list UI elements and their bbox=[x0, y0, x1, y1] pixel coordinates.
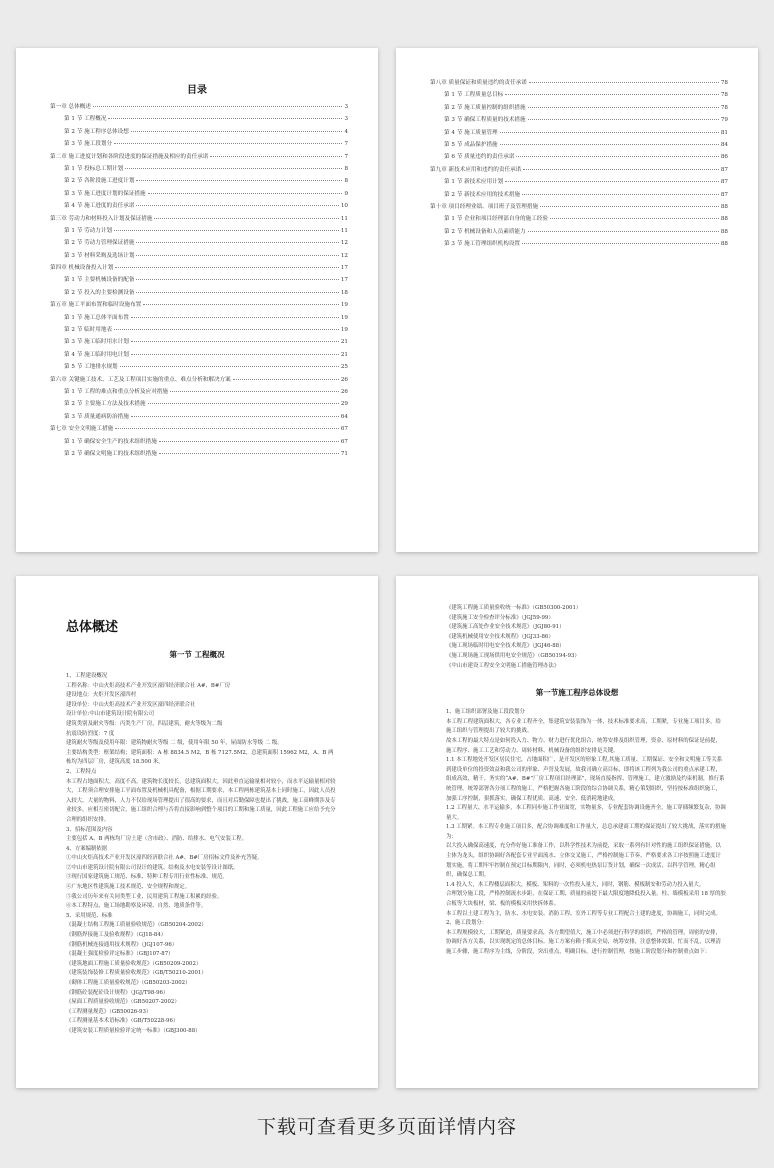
toc-section-entry[interactable] bbox=[50, 412, 348, 424]
toc-entry-text: 第 1 节 确保安全生产的技术组织措施 bbox=[64, 438, 157, 445]
toc-leader-dots bbox=[148, 403, 339, 404]
download-prompt[interactable]: 下载可查看更多页面详情内容 bbox=[256, 1116, 517, 1138]
paragraph: 1.2 工程量大、水平运输多，本工程同步施工作业面宽，实物量多，专业配套协调设施齐全，施工穿插频繁复杂，协调量大。 bbox=[446, 805, 726, 821]
toc-section-entry[interactable] bbox=[50, 399, 348, 411]
toc-entry-text: 第 3 节 施工段划分 bbox=[64, 141, 113, 148]
toc-entry-text: 第三章 劳动力和材料投入计划及保证措施 bbox=[50, 215, 153, 222]
toc-leader-dots bbox=[505, 94, 719, 95]
paragraph: ①中山火炬高技术产业开发区濠四经济联合社 A#、B#厂房招标文件及补充答疑。 bbox=[66, 855, 263, 862]
toc-leader-dots bbox=[523, 169, 719, 170]
paragraph: 1、工程建设概况 bbox=[66, 673, 108, 679]
toc-leader-dots bbox=[136, 180, 342, 181]
toc-leader-dots bbox=[528, 107, 719, 108]
toc-entry-text: 第 1 节 工程的难点和重点分析及应对措施 bbox=[64, 388, 168, 395]
paragraph: 1.4 投入大，本工程楼层面积大，模板、架料的一次性投入量大，同时，钢筋、模板制安和劳动力投入量大。 bbox=[446, 881, 705, 888]
toc-chapter-entry[interactable] bbox=[50, 152, 348, 164]
toc-leader-dots bbox=[505, 181, 719, 182]
paragraph: 《施工现场临时用电安全技术规范》（JGJ46-88） bbox=[446, 643, 565, 650]
toc-page-number: 17 bbox=[340, 265, 348, 272]
paragraph: 《建筑机械使用安全技术规程》（JGJ33-86） bbox=[446, 633, 554, 640]
toc-section-entry[interactable] bbox=[50, 288, 348, 300]
toc-title: 目录 bbox=[187, 85, 207, 96]
toc-leader-dots bbox=[500, 132, 719, 133]
toc-leader-dots bbox=[131, 131, 343, 132]
toc-leader-dots bbox=[528, 231, 719, 232]
toc-leader-dots bbox=[93, 106, 343, 107]
paragraph: 《建筑装饰装修工程质量验收规范》（GB/T50210-2001） bbox=[66, 970, 207, 977]
toc-section-entry[interactable] bbox=[50, 275, 348, 287]
toc-entry-text: 第五章 施工平面布置和临时设施布置 bbox=[50, 302, 142, 309]
chapter-title: 总体概述 bbox=[66, 620, 119, 635]
paragraph: 以大投入确保高速度，充分作好施工准备工作，以科学性技术为前提，采取一系列有针对性的施工组织保证措施，以主体为龙头，组织协调好各配套专业平面流水、立体交叉施工，严格控制施工节奏，严格要求各工序按照施工进度计划实施，将工期牢牢控制在预定目标期限内，同时，必须机电热泵订货计划，确保一次成活，以科学管理，精心组织，确保总工期。 bbox=[446, 843, 721, 879]
toc-leader-dots bbox=[522, 243, 719, 244]
paragraph: ②中山市建筑设计院有限公司设计的建筑、结构及水电安装等设计图纸。 bbox=[66, 864, 239, 871]
paragraph: ③现行国家建筑施工规范、标准、特种工程专用行业性标准、规范。 bbox=[66, 874, 228, 881]
toc-entry-text: 第一章 总体概述 bbox=[50, 104, 91, 110]
paragraph: 抗震设防烈度：7 度 bbox=[66, 730, 115, 737]
toc-chapter-entry[interactable] bbox=[50, 214, 348, 226]
toc-section-entry[interactable] bbox=[50, 226, 348, 238]
toc-entry-text: 第六章 关键施工技术、工艺及工程项目实施的重点、难点分析和解决方案 bbox=[50, 376, 231, 383]
document-page-overview bbox=[16, 576, 378, 1088]
paragraph: 1、施工组织部署及施工段段划分 bbox=[446, 709, 525, 716]
paragraph: 工程名称：中山火炬高技术产业开发区濠四经济联合社 A#、B#厂房 bbox=[66, 682, 231, 689]
toc-page-number: 86 bbox=[720, 154, 728, 161]
paragraph: 故本工程的最大特点是如何投入力、物力、财力进行优化组合，统筹安排及组织管理，资金、原材料的保证是前提，施工程序、施工工艺和劳动力、周转材料、机械设备的组织安排是关键。 bbox=[446, 737, 721, 754]
paragraph: ⑥本工程特点、施工场地勘察及环境、自然、地质条件等。 bbox=[66, 903, 207, 910]
toc-leader-dots bbox=[115, 428, 339, 429]
toc-page-number: 21 bbox=[340, 339, 348, 346]
paragraph: 2、施工段划分： bbox=[446, 920, 488, 927]
toc-chapter-entry[interactable] bbox=[430, 78, 728, 90]
paragraph: 《混凝土强度检验评定标准》（GBJ107-87） bbox=[66, 951, 174, 958]
toc-page-number: 88 bbox=[720, 216, 728, 223]
toc-chapter-entry[interactable] bbox=[430, 202, 728, 214]
toc-entry-text: 第 4 节 施工临时用电计划 bbox=[64, 351, 129, 358]
toc-section-entry[interactable] bbox=[50, 201, 348, 213]
toc-leader-dots bbox=[136, 255, 338, 256]
paragraph: 主要包括 A、B 两栋均厂房土建（含市政）、消防、给排水、电气安装工程。 bbox=[66, 836, 248, 843]
toc-entry-text: 第 3 节 施工临时用水计划 bbox=[64, 339, 129, 346]
toc-page-number: 25 bbox=[340, 364, 348, 371]
toc-leader-dots bbox=[114, 230, 339, 231]
toc-page-number: 8 bbox=[344, 165, 348, 172]
toc-section-entry[interactable] bbox=[430, 239, 728, 251]
paragraph: 《砌体工程施工质量验收规范》（GB50203-2002） bbox=[66, 980, 191, 986]
toc-entry-text: 第 6 节 质量违约的责任承诺 bbox=[444, 154, 515, 161]
toc-page-number: 84 bbox=[720, 141, 728, 148]
toc-entry-text: 第 2 节 劳动力管理保证措施 bbox=[64, 240, 135, 247]
paragraph: 设计单位:中山市建筑设计院有限公司 bbox=[66, 711, 155, 718]
toc-entry-text: 第二章 施工进度计划和各阶段进度的保证措施及相应的责任承诺 bbox=[50, 153, 209, 160]
toc-entry-text: 第 3 节 材料采购及选场计划 bbox=[64, 252, 135, 259]
toc-leader-dots bbox=[154, 218, 338, 219]
toc-page-number: 26 bbox=[340, 388, 348, 395]
paragraph: 建筑类别及耐火等级：丙类生产厂房，四层建筑，耐火等级为二级 bbox=[66, 720, 223, 727]
toc-page-number: 17 bbox=[340, 277, 348, 284]
toc-list bbox=[396, 48, 758, 251]
toc-section-entry[interactable] bbox=[50, 189, 348, 201]
toc-section-entry[interactable] bbox=[50, 251, 348, 263]
paragraph: 《工程测量基本术语标准》（GB/T50228-96） bbox=[66, 1018, 179, 1025]
toc-leader-dots bbox=[143, 304, 339, 305]
toc-entry-text: 第 1 节 新技术应用计划 bbox=[444, 179, 504, 186]
toc-entry-text: 第 5 节 工地排水规划 bbox=[64, 364, 118, 371]
paragraph: 1.3 工期紧。本工程专业施工项目多，配合协调难度和工作量大，总总承建商工期的保证提出了较大挑战，落实的措施为： bbox=[446, 824, 726, 840]
toc-leader-dots bbox=[148, 193, 343, 194]
toc-page-number: 19 bbox=[340, 302, 348, 309]
toc-section-entry[interactable] bbox=[50, 176, 348, 188]
toc-leader-dots bbox=[114, 143, 342, 144]
toc-leader-dots bbox=[131, 354, 339, 355]
paragraph: 本工程占地面积大，高度不高，建筑物长度较长，总建筑面积大，因此垂直运输量相对较小，而水平运输量相对较大，工程须合理安排施工平面布置及机械机具配备，根据工期要求，本工程两栋建筑基本上同时施工，因此人员投入较大，大量的物料、人力不仅给现场管理提出了很高的要求，而且对后勤保障也提出了挑战，施工高峰期涉及专业较多，应相互密切配合，施工组织合理与否将直接影响到整个项目的工期和施工质量，因此工程施工应给予充分合理的组织安排。 bbox=[66, 778, 336, 823]
toc-page-number: 71 bbox=[340, 450, 348, 457]
paragraph: 《施工现场施工现场供用电安全规范》（GB50194-93） bbox=[446, 652, 580, 659]
toc-entry-text: 第九章 新技术应用和违约的责任承诺 bbox=[430, 166, 522, 173]
toc-section-entry[interactable] bbox=[430, 90, 728, 102]
toc-page-1 bbox=[16, 48, 378, 552]
paragraph: 《钢筋机械连接通用技术规程》（JGJ107-96） bbox=[66, 941, 178, 948]
toc-page-number: 88 bbox=[720, 203, 728, 210]
toc-page-number: 18 bbox=[340, 289, 348, 296]
toc-leader-dots bbox=[115, 267, 339, 268]
toc-leader-dots bbox=[136, 279, 338, 280]
toc-page-2 bbox=[396, 48, 758, 552]
toc-page-number: 87 bbox=[720, 179, 728, 186]
toc-entry-text: 第 2 节 主要施工方法及技术措施 bbox=[64, 401, 146, 408]
paragraph: 本工程规模较大，工期紧迫，质量要求高，各方期望值大，施工中必须进行科学的组织，严格的管理，周密的安排，协调好各方关系，以实现既定的总体目标。施工方案有赖于抓从全局，统筹安排，注意整体效果，忙而不乱，以理清施工步骤，施工程序为主线，分阶段，突出重点，明确目标，进行控制管理，按施工阶段划分和控制重点如下： bbox=[446, 929, 721, 955]
toc-page-number: 78 bbox=[720, 80, 728, 86]
toc-leader-dots bbox=[120, 366, 339, 367]
paragraph: 《中山市建设工程安全文明施工措施管理办法》 bbox=[446, 662, 560, 669]
toc-entry-text: 第 2 节 新技术应用的技术措施 bbox=[444, 191, 521, 198]
toc-section-entry[interactable] bbox=[430, 140, 728, 152]
toc-entry-text: 第 5 节 成品保护措施 bbox=[444, 141, 498, 148]
paragraph: 《钢筋焊接施工及验收规程》（GJ18-84） bbox=[66, 932, 167, 939]
toc-entry-text: 第 1 节 主要机械设备的配备 bbox=[64, 277, 135, 284]
toc-leader-dots bbox=[131, 317, 339, 318]
paragraph: 《工程测量规范》（GB50026-93） bbox=[66, 1008, 152, 1015]
paragraph: 《屋面工程质量验收规范》（GB50207-2002） bbox=[66, 999, 180, 1006]
toc-leader-dots bbox=[125, 168, 342, 169]
paragraph: 2、工程特点 bbox=[66, 768, 97, 775]
paragraph: 建筑耐火等级及使用年限：建筑物耐火等级 二 级，使用年限 50 年，屋面防水等级 二 级。 bbox=[66, 740, 283, 747]
section-title: 第一节施工程序总体设想 bbox=[535, 688, 619, 698]
toc-entry-text: 第 1 节 劳动力计划 bbox=[64, 227, 113, 234]
toc-leader-dots bbox=[131, 341, 339, 342]
toc-entry-text: 第 2 节 确保文明施工的技术组织措施 bbox=[64, 450, 157, 457]
paragraph: 建设地点：火炬开发区濠四村 bbox=[66, 692, 137, 699]
paragraph: 《建筑地面工程施工质量验收规范》（GB50209-2002） bbox=[66, 960, 202, 967]
toc-section-entry[interactable] bbox=[50, 387, 348, 399]
toc-section-entry[interactable] bbox=[430, 227, 728, 239]
toc-page-number: 7 bbox=[344, 141, 348, 148]
toc-section-entry[interactable] bbox=[50, 114, 348, 126]
toc-section-entry[interactable] bbox=[50, 350, 348, 362]
toc-leader-dots bbox=[540, 206, 719, 207]
toc-page-number: 81 bbox=[720, 129, 728, 136]
toc-leader-dots bbox=[516, 156, 718, 157]
toc-section-entry[interactable] bbox=[430, 152, 728, 164]
toc-entry-text: 第 4 节 施工质量管理 bbox=[444, 129, 498, 136]
paragraph: 《钢筋砼装配砼设计规程》（JGJ/T98-96） bbox=[66, 989, 169, 996]
toc-leader-dots bbox=[136, 242, 338, 243]
toc-section-entry[interactable] bbox=[50, 449, 348, 461]
toc-page-number: 3 bbox=[344, 104, 348, 110]
paragraph: 建设单位：中山火炬高技术产业开发区濠四经济联合社 bbox=[66, 701, 196, 708]
toc-entry-text: 第八章 质量保证和质量违约的责任承诺 bbox=[430, 80, 527, 86]
toc-section-entry[interactable] bbox=[50, 325, 348, 337]
toc-list bbox=[16, 102, 378, 461]
paragraph: 《建筑施工安全检查评分标准》（JGJ59-99） bbox=[446, 614, 554, 621]
paragraph: 1.1 本工程地处开发区居民住宅，占地面积广，是开发区的形象工程,其施工质量、工期保证、安全和文明施工等关系到建设单位的投资效益和我公司的形象、声誉及发展，故我司确立高目标，即将该工程列为我公司的重点承建工程，组成高效、精干、务实的“A#、B#”厂房工程项目经理部”，现场直接指挥、管理施工，建立激励及约束机制，推行系统管理，统筹部署各分项工程的施工，严格把握各施工阶段的综合协调关系，精心策划组织，坚持按标准组织施工，加强工序控制，狠抓落实，确保工程优质、高速、安全、低消耗地建成。 bbox=[446, 757, 725, 802]
paragraph: 《建筑安装工程质量检验评定统一标准》（GBJ300-88） bbox=[66, 1027, 201, 1034]
toc-entry-text: 第 3 节 施工管理组织机构设置 bbox=[444, 241, 521, 248]
toc-leader-dots bbox=[550, 218, 719, 219]
toc-section-entry[interactable] bbox=[50, 139, 348, 151]
toc-entry-text: 第 2 节 机械设备和人员素质能力 bbox=[444, 228, 526, 235]
toc-page-number: 4 bbox=[344, 128, 348, 135]
toc-section-entry[interactable] bbox=[430, 177, 728, 189]
toc-section-entry[interactable] bbox=[430, 103, 728, 115]
toc-entry-text: 第 3 节 确保工程质量的技术措施 bbox=[444, 117, 526, 124]
toc-page-number: 26 bbox=[340, 376, 348, 383]
toc-page-number: 88 bbox=[720, 228, 728, 235]
section-title: 第一节 工程概况 bbox=[169, 650, 225, 659]
toc-chapter-entry[interactable] bbox=[50, 102, 348, 114]
document-page-program bbox=[396, 576, 758, 1088]
paragraph: 3、招标范围及内容 bbox=[66, 826, 113, 833]
toc-entry-text: 第 2 节 各阶段施工进度计划 bbox=[64, 178, 135, 185]
toc-page-number: 29 bbox=[340, 401, 348, 408]
toc-leader-dots bbox=[170, 391, 339, 392]
toc-page-number: 8 bbox=[344, 178, 348, 185]
toc-page-number: 3 bbox=[344, 116, 348, 123]
toc-page-number: 10 bbox=[340, 203, 348, 210]
toc-entry-text: 第 2 节 施工质量控制的组织措施 bbox=[444, 104, 526, 111]
toc-entry-text: 第四章 机械设备投入计划 bbox=[50, 265, 114, 272]
toc-chapter-entry[interactable] bbox=[50, 263, 348, 275]
paragraph: 《建筑施工高处作业安全技术规范》（JGJ80-91） bbox=[446, 624, 565, 631]
toc-page-number: 78 bbox=[720, 104, 728, 111]
toc-section-entry[interactable] bbox=[50, 238, 348, 250]
toc-page-number: 78 bbox=[720, 92, 728, 99]
toc-entry-text: 第 3 节 施工进度计划的保证措施 bbox=[64, 190, 146, 197]
toc-page-number: 9 bbox=[344, 190, 348, 197]
toc-section-entry[interactable] bbox=[430, 115, 728, 127]
toc-leader-dots bbox=[131, 416, 339, 417]
toc-chapter-entry[interactable] bbox=[50, 424, 348, 436]
toc-entry-text: 第 1 节 企业和项目经理部自身的施工经验 bbox=[444, 216, 548, 223]
toc-section-entry[interactable] bbox=[50, 164, 348, 176]
toc-leader-dots bbox=[108, 118, 342, 119]
body-text bbox=[16, 672, 378, 1037]
toc-section-entry[interactable] bbox=[50, 313, 348, 325]
toc-entry-text: 第七章 安全文明施工措施 bbox=[50, 426, 114, 433]
toc-entry-text: 第 3 节 质量通病防治措施 bbox=[64, 413, 129, 420]
toc-page-number: 87 bbox=[720, 166, 728, 173]
toc-leader-dots bbox=[233, 379, 339, 380]
paragraph: 5、采用规范、标准 bbox=[66, 912, 113, 919]
paragraph: 本工程工程建筑面积大，各专业工程齐全，集建筑安装装饰为一体，技术标准要求高，工期紧，专业施工项目多，给施工组织与管理提出了较大的挑战。 bbox=[446, 718, 721, 735]
toc-page-number: 11 bbox=[340, 227, 348, 234]
toc-leader-dots bbox=[136, 205, 338, 206]
toc-leader-dots bbox=[528, 119, 719, 120]
toc-page-number: 7 bbox=[344, 153, 348, 160]
paragraph: ⑤我公司历年来有关同类型工业、民用建筑工程施工积累的经验。 bbox=[66, 893, 223, 900]
toc-entry-text: 第 2 节 临时用地表 bbox=[64, 327, 113, 334]
toc-chapter-entry[interactable] bbox=[50, 300, 348, 312]
toc-page-number: 87 bbox=[720, 191, 728, 198]
toc-leader-dots bbox=[136, 292, 338, 293]
toc-leader-dots bbox=[500, 144, 719, 145]
paragraph: 本工程以土建工程为主，防水、水电安装、消防工程、室外工程等专业工程配合土建的进度，协调施工，同时完成。 bbox=[446, 910, 721, 917]
paragraph: 《建筑工程施工质量验收统一标准》（GB50300-2001） bbox=[446, 605, 582, 611]
toc-entry-text: 第 1 节 工程质量总目标 bbox=[444, 92, 504, 99]
paragraph: 4、方案编制依据 bbox=[66, 845, 108, 852]
toc-entry-text: 第 4 节 施工进度的责任承诺 bbox=[64, 203, 135, 210]
paragraph: 《混凝土结构工程施工质量验收规范》（GB50204-2002） bbox=[66, 922, 207, 929]
toc-leader-dots bbox=[522, 194, 719, 195]
toc-section-entry[interactable] bbox=[430, 214, 728, 226]
toc-page-number: 12 bbox=[340, 252, 348, 259]
toc-page-number: 19 bbox=[340, 327, 348, 334]
toc-section-entry[interactable] bbox=[50, 337, 348, 349]
toc-entry-text: 第 2 节 投入的主要检测设备 bbox=[64, 289, 135, 296]
toc-leader-dots bbox=[114, 329, 339, 330]
toc-section-entry[interactable] bbox=[50, 127, 348, 139]
toc-chapter-entry[interactable] bbox=[50, 375, 348, 387]
toc-leader-dots bbox=[529, 82, 719, 83]
toc-entry-text: 第 1 节 施工总体平面布置 bbox=[64, 314, 129, 321]
toc-page-number: 64 bbox=[340, 413, 348, 420]
standards-list bbox=[396, 576, 758, 671]
toc-leader-dots bbox=[159, 441, 339, 442]
toc-page-number: 11 bbox=[340, 215, 348, 222]
toc-entry-text: 第 1 节 工程概况 bbox=[64, 116, 107, 123]
toc-section-entry[interactable] bbox=[50, 437, 348, 449]
toc-entry-text: 第十章 项目经理业绩、项目班子及管理措施 bbox=[430, 203, 539, 210]
toc-page-number: 19 bbox=[340, 314, 348, 321]
toc-section-entry[interactable] bbox=[430, 190, 728, 202]
paragraph: 合理划分施工段，严格控制流水步距，在保证工期、质量的前提下最大限度地降低投入量。柱、墙模板采用 18 厚的胶合板等大块板材，梁、板的模板采用快拆体系。 bbox=[446, 891, 726, 908]
toc-entry-text: 第 1 节 投标总工期计划 bbox=[64, 165, 124, 172]
paragraph: 主要结构类型：框架结构；建筑面积：A 栋 8834.5 M2，B 栋 7127.5M2，总建筑面积 15962 M2，A、B 两栋均为四层厂房，建筑高度 18.500 米。 bbox=[66, 749, 334, 766]
toc-entry-text: 第 2 节 施工程序总体设想 bbox=[64, 128, 129, 135]
toc-leader-dots bbox=[159, 453, 339, 454]
paragraph: ④广东地区性建筑施工技术规范、安全规程和规定。 bbox=[66, 884, 190, 891]
toc-page-number: 67 bbox=[340, 426, 348, 433]
toc-page-number: 79 bbox=[720, 117, 728, 124]
toc-section-entry[interactable] bbox=[430, 128, 728, 140]
toc-page-number: 88 bbox=[720, 241, 728, 248]
toc-page-number: 67 bbox=[340, 438, 348, 445]
toc-section-entry[interactable] bbox=[50, 362, 348, 374]
body-text bbox=[396, 708, 758, 957]
toc-chapter-entry[interactable] bbox=[430, 165, 728, 177]
toc-page-number: 21 bbox=[340, 351, 348, 358]
toc-leader-dots bbox=[210, 156, 342, 157]
toc-page-number: 12 bbox=[340, 240, 348, 247]
